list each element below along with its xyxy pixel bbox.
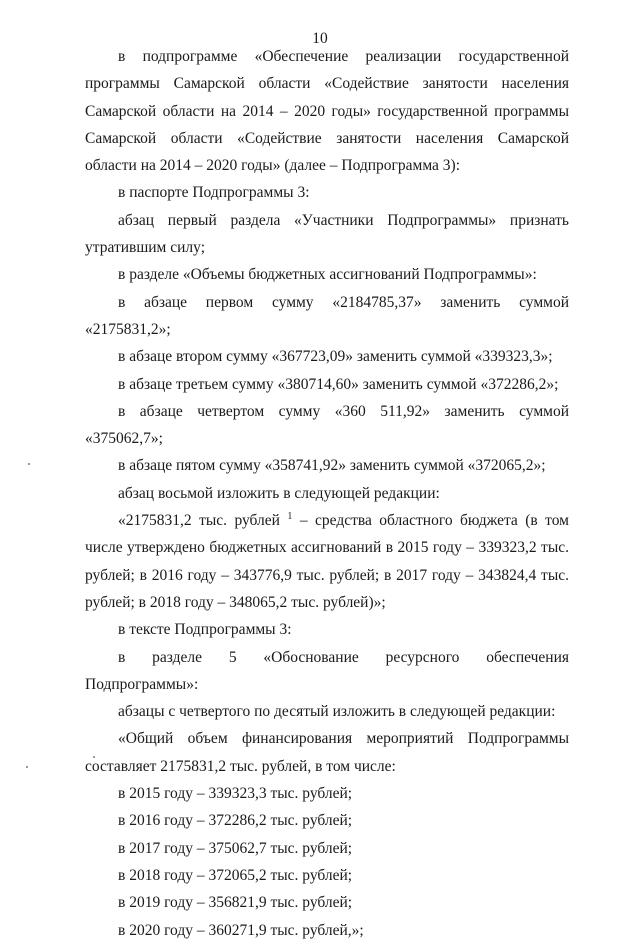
scan-speck <box>26 766 28 768</box>
budget-quote-lead: «2175831,2 тыс. рублей <box>118 512 288 530</box>
list-item-2020: в 2020 году – 360271,9 тыс. рублей,»; <box>118 921 364 939</box>
paragraph-amend-first: в абзаце первом сумму «2184785,37» заменить суммой «2175831,2»; <box>85 293 569 338</box>
scan-speck <box>28 463 30 465</box>
budget-quote-rest: – средства областного бюджета (в том числе утверждено бюджетных ассигнований в 2015 году – 339323,2 тыс. рублей; в 2016 году – 343776,9 тыс. рублей; в 2017 году – 343824,4 тыс. рублей; в 2018 году – 348065,2 тыс. рублей)»; <box>85 512 569 611</box>
list-item-2019: в 2019 году – 356821,9 тыс. рублей; <box>118 894 353 912</box>
paragraph-budget-quote <box>85 507 569 616</box>
paragraph-subprogram-intro: в подпрограмме «Обеспечение реализации государственной программы Самарской области «Содействие занятости населения Самарской области на 2014 – 2020 годы» государственной программы Самарской области «Содействие занятости населения Самарской области на 2014 – 2020 годы» (далее – Подпрограмма 3): <box>85 48 569 175</box>
paragraph-eighth-intro: абзац восьмой изложить в следующей редакции: <box>118 484 440 502</box>
document-body <box>85 43 569 944</box>
paragraph-budget-section: в разделе «Объемы бюджетных ассигнований Подпрограммы»: <box>118 266 537 284</box>
list-item-2016: в 2016 году – 372286,2 тыс. рублей; <box>118 812 353 830</box>
paragraph-text-subprogram: в тексте Подпрограммы 3: <box>118 621 292 639</box>
paragraph-amend-fourth: в абзаце четвертом сумму «360 511,92» заменить суммой «375062,7»; <box>85 402 569 448</box>
paragraph-amend-second: в абзаце втором сумму «367723,09» заменить суммой «339323,3»; <box>118 348 553 366</box>
list-item-2018: в 2018 году – 372065,2 тыс. рублей; <box>118 866 353 884</box>
list-item-2017: в 2017 году – 375062,7 тыс. рублей; <box>118 839 353 857</box>
paragraph-amend-fifth: в абзаце пятом сумму «358741,92» заменить суммой «372065,2»; <box>118 457 546 475</box>
page-number: 10 <box>312 30 328 47</box>
paragraph-passport: в паспорте Подпрограммы 3: <box>118 184 310 202</box>
footnote-marker: 1 <box>287 510 293 522</box>
paragraph-paragraphs-4-10: абзацы с четвертого по десятый изложить в следующей редакции: <box>118 703 556 721</box>
paragraph-section-5: в разделе 5 «Обоснование ресурсного обеспечения Подпрограммы»: <box>85 648 569 693</box>
scan-speck <box>93 756 95 758</box>
paragraph-total-funding: «Общий объем финансирования мероприятий Подпрограммы составляет 2175831,2 тыс. рублей, в том числе: <box>85 730 569 775</box>
list-item-2015: в 2015 году – 339323,3 тыс. рублей; <box>118 785 353 803</box>
paragraph-amend-third: в абзаце третьем сумму «380714,60» заменить суммой «372286,2»; <box>118 375 559 393</box>
paragraph-participants: абзац первый раздела «Участники Подпрограммы» признать утратившим силу; <box>85 211 569 257</box>
